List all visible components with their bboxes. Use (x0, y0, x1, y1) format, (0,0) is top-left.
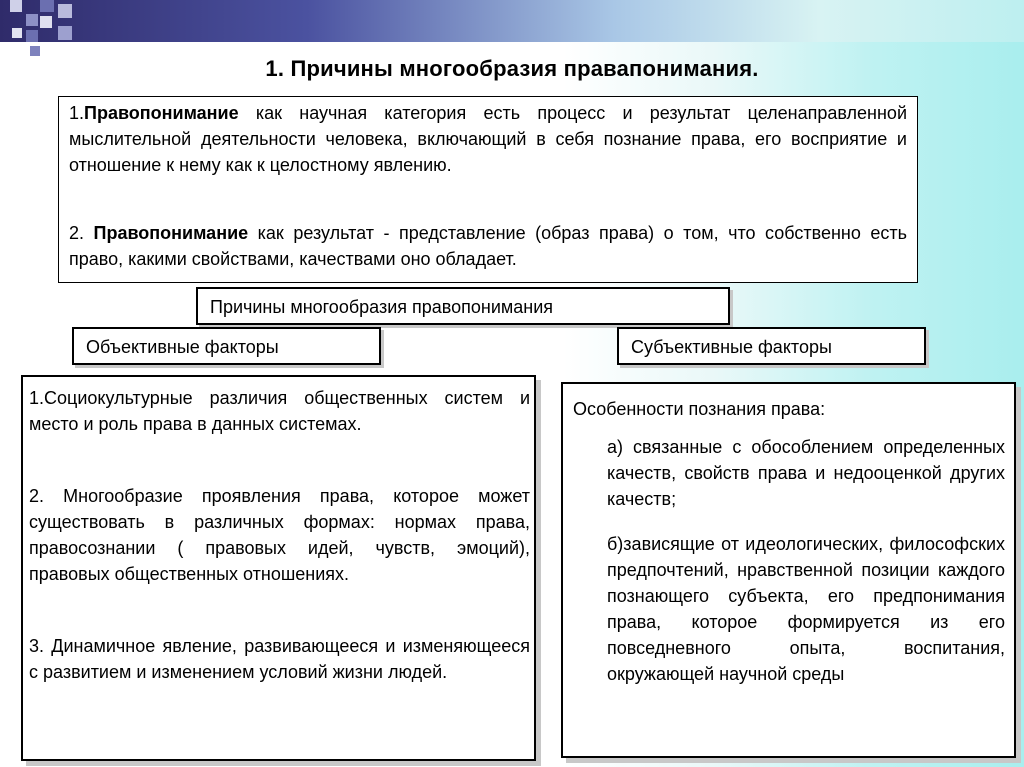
definition-2-text: как результат - представление (образ права) о том, что собственно есть право, какими свойствами, качествами оно обладает. (69, 223, 907, 269)
subjective-factors-box (561, 382, 1016, 758)
subjective-factors-label: Субъективные факторы (617, 327, 926, 365)
header-decoration-bar (0, 0, 1024, 42)
subjective-item-a: а) связанные с обособлением определенных качеств, свойств права и недооценкой других качеств; (607, 437, 1005, 509)
objective-factors-box (21, 375, 536, 761)
causes-label-box: Причины многообразия правопонимания (196, 287, 730, 325)
subjective-item-b: б)зависящие от идеологических, философских предпочтений, нравственной позиции каждого познающего субъекта, его предпонимания права, которое формируется из его повседневного опыта, воспитания, окружающей научной среды (607, 534, 1005, 684)
definition-1-term: Правопонимание (84, 103, 239, 123)
objective-item-3: 3. Динамичное явление, развивающееся и изменяющееся с развитием и изменением условий жизни людей. (29, 636, 530, 682)
page-title: 1. Причины многообразия правапонимания. (265, 56, 759, 81)
objective-factors-label: Объективные факторы (72, 327, 381, 365)
subjective-heading: Особенности познания права: (573, 399, 826, 419)
definition-paragraph-1 (69, 100, 907, 178)
definition-2-term: Правопонимание (93, 223, 249, 243)
objective-item-2: 2. Многообразие проявления права, которое может существовать в различных формах: нормах права, правосознании ( правовых идей, чувств, эмоций), правовых общественных отношениях. (29, 486, 530, 584)
definition-1-text: как научная категория есть процесс и результат целенаправленной мыслительной деятельности человека, включающий в себя познание права, его восприятие и отношение к нему как к целостному явлению. (69, 103, 907, 175)
definition-box (58, 96, 918, 283)
definition-paragraph-2 (69, 220, 907, 272)
definition-1-number: 1. (69, 103, 85, 123)
objective-item-1: 1.Социокультурные различия общественных систем и место и роль права в данных системах. (29, 388, 530, 434)
definition-2-number: 2. (69, 223, 94, 243)
